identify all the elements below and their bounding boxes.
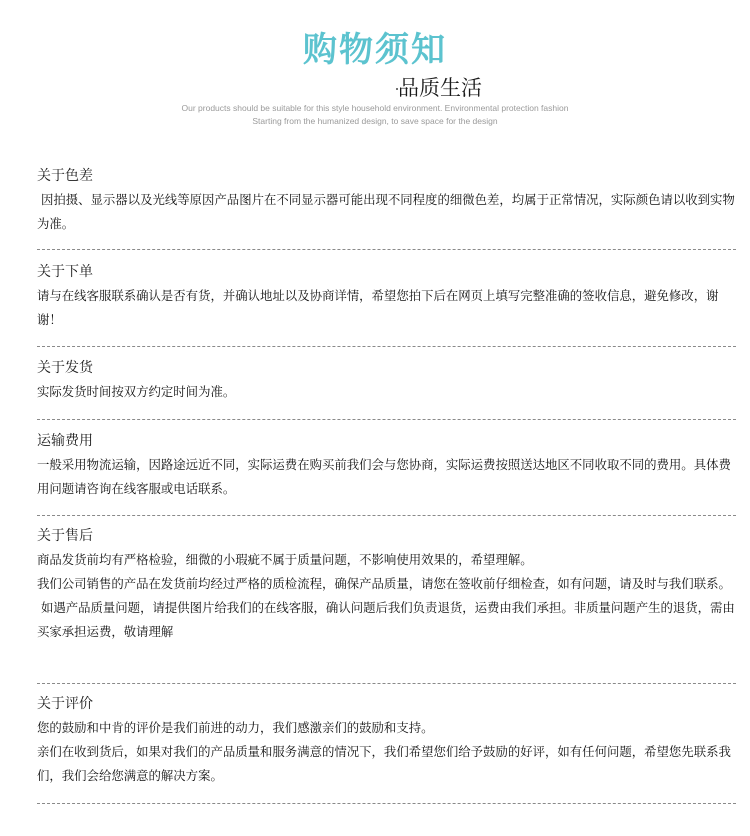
section-title: 关于售后 [37, 528, 93, 544]
section-body: 一般采用物流运输，因路途远近不同，实际运费在购买前我们会与您协商，实际运费按照送达地区不同收取不同的费用。具体费用问题请咨询在线客服或电话联系。 [37, 457, 731, 496]
divider [37, 249, 736, 250]
section-title: 运输费用 [37, 433, 93, 449]
section-title: 关于评价 [37, 696, 93, 712]
section-title: 关于下单 [37, 264, 93, 280]
section-body: 请与在线客服联系确认是否有货，并确认地址以及协商详情，希望您拍下后在网页上填写完整准确的签收信息，避免修改，谢谢！ [37, 288, 719, 327]
tagline-line-1: Our products should be suitable for this style household environment. Environmental protection fashion [181, 103, 569, 113]
divider [37, 419, 736, 420]
section-color-difference [37, 166, 743, 236]
divider [37, 515, 736, 516]
section-ordering [37, 262, 743, 332]
section-body: 商品发货前均有严格检验，细微的小瑕疵不属于质量问题，不影响使用效果的，希望理解。 我们公司销售的产品在发货前均经过严格的质检流程，确保产品质量，请您在签收前仔细检查，如有问题，请及时与我们联系。 如遇产品质量问题，请提供图片给我们的在线客服，确认问题后我们负责退货，运费由我们承担。非质量问题产生的退货，需由买家承担运费，敬请理解 [37, 552, 735, 639]
section-title: 关于色差 [37, 168, 93, 184]
section-after-sales [37, 526, 743, 644]
page-title: 购物须知 [303, 30, 447, 70]
page-subtitle: 品质生活 [398, 76, 482, 100]
section-title: 关于发货 [37, 360, 93, 376]
divider [37, 803, 736, 804]
tagline-line-2: Starting from the humanized design, to save space for the design [252, 116, 498, 126]
section-freight [37, 431, 743, 501]
section-reviews [37, 694, 743, 788]
divider [37, 346, 736, 347]
section-body: 实际发货时间按双方约定时间为准。 [37, 384, 236, 399]
header [0, 0, 750, 135]
divider [37, 683, 736, 684]
section-shipping [37, 358, 743, 404]
section-body: 您的鼓励和中肯的评价是我们前进的动力，我们感激亲们的鼓励和支持。 亲们在收到货后，如果对我们的产品质量和服务满意的情况下，我们希望您们给予鼓励的好评，如有任何问题，希望您先联系我们，我们会给您满意的解决方案。 [37, 720, 731, 783]
section-body: 因拍摄、显示器以及光线等原因产品图片在不同显示器可能出现不同程度的细微色差，均属于正常情况，实际颜色请以收到实物为准。 [37, 192, 735, 231]
